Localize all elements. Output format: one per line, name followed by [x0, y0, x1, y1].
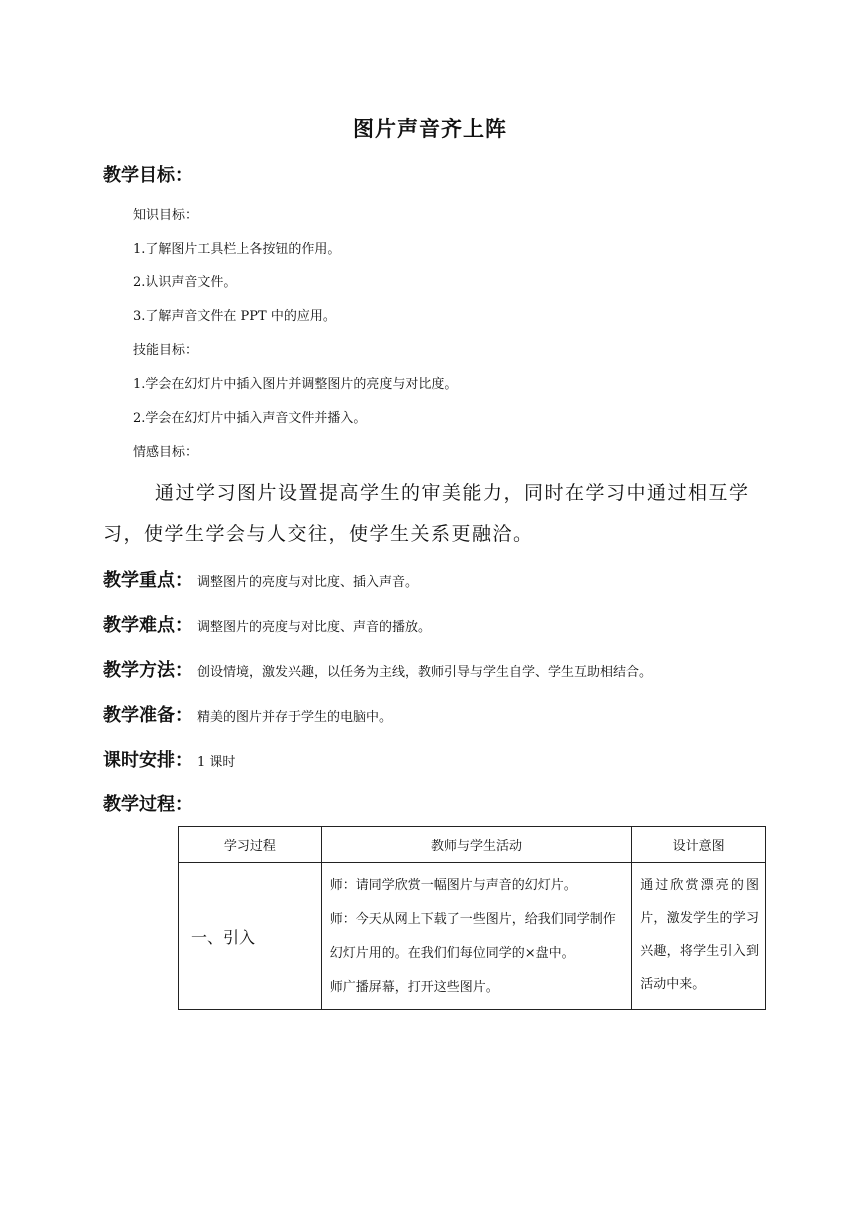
stage-cell: 一、引入: [179, 863, 322, 1010]
activities-cell: [321, 863, 631, 1010]
section-key-points: [103, 566, 418, 592]
intent-cell: 通过欣赏漂亮的图片，激发学生的学习兴趣，将学生引入到活动中来。: [632, 863, 766, 1010]
section-label: 课时安排：: [103, 750, 193, 771]
knowledge-item: 1.了解图片工具栏上各按钮的作用。: [133, 242, 341, 257]
activity-line: 师广播屏幕，打开这些图片。: [329, 980, 499, 995]
table-header-row: [179, 827, 766, 863]
section-text: 创设情境，激发兴趣，以任务为主线，教师引导与学生自学、学生互助相结合。: [197, 665, 653, 680]
skill-item: 1.学会在幻灯片中插入图片并调整图片的亮度与对比度。: [133, 377, 458, 392]
section-difficulties: [103, 611, 431, 637]
objectives-heading: 教学目标：: [103, 165, 193, 186]
emotion-text-line2: 习，使学生学会与人交往，使学生关系更融洽。: [103, 523, 534, 545]
emotion-label: 情感目标：: [133, 445, 199, 460]
section-methods: [103, 656, 652, 682]
table-row: [179, 863, 766, 1010]
section-text: 精美的图片并存于学生的电脑中。: [197, 710, 393, 725]
column-header: 学习过程: [179, 827, 322, 863]
emotion-text-line1: 通过学习图片设置提高学生的审美能力，同时在学习中通过相互学: [155, 482, 750, 504]
section-schedule: [103, 746, 235, 772]
knowledge-item: 3.了解声音文件在 PPT 中的应用。: [133, 309, 336, 324]
section-text: 1 课时: [197, 755, 236, 770]
activity-line: 师：今天从网上下载了一些图片，给我们同学制作幻灯片用的。在我们们每位同学的×盘中。: [329, 912, 616, 961]
section-label: 教学方法：: [103, 660, 193, 681]
column-header: 设计意图: [632, 827, 766, 863]
knowledge-label: 知识目标：: [133, 208, 199, 223]
skill-item: 2.学会在幻灯片中插入声音文件并播入。: [133, 411, 367, 426]
section-text: 调整图片的亮度与对比度、插入声音。: [197, 575, 419, 590]
section-label: 教学难点：: [103, 615, 193, 636]
knowledge-item: 2.认识声音文件。: [133, 275, 237, 290]
section-label: 教学准备：: [103, 705, 193, 726]
page-title: 图片声音齐上阵: [353, 117, 507, 141]
process-heading: 教学过程：: [103, 794, 193, 815]
process-table: [178, 826, 766, 1010]
skill-label: 技能目标：: [133, 343, 199, 358]
column-header: 教师与学生活动: [321, 827, 631, 863]
section-preparation: [103, 701, 392, 727]
activity-line: 师：请同学欣赏一幅图片与声音的幻灯片。: [329, 878, 577, 893]
section-label: 教学重点：: [103, 570, 193, 591]
section-text: 调整图片的亮度与对比度、声音的播放。: [197, 620, 432, 635]
